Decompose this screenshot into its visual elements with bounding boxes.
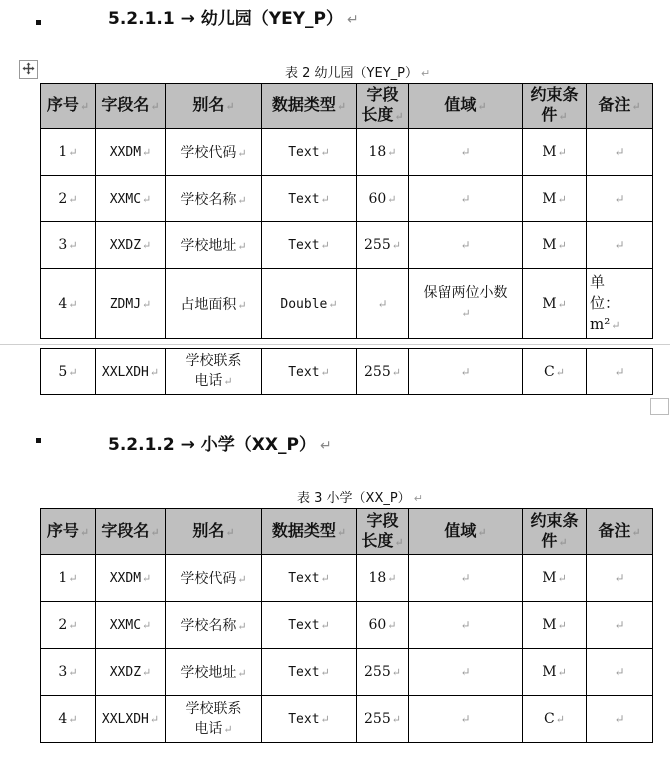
cell-type[interactable]: Text↵ <box>262 602 357 649</box>
header-type: 数据类型↵ <box>262 509 357 555</box>
cell-note[interactable]: ↵ <box>587 602 653 649</box>
cell-note[interactable]: ↵ <box>587 129 653 176</box>
cell-no[interactable]: 2↵ <box>41 176 96 222</box>
cell-length[interactable]: 18↵ <box>357 555 409 602</box>
section-heading-1-text: 5.2.1.1 → 幼儿园（YEY_P） <box>108 9 343 29</box>
cell-alias[interactable]: 学校代码↵ <box>166 555 262 602</box>
cell-domain[interactable]: ↵ <box>409 602 523 649</box>
cell-alias[interactable]: 学校代码↵ <box>166 129 262 176</box>
header-length: 字段长度↵ <box>357 84 409 129</box>
cell-field[interactable]: XXDM↵ <box>96 129 166 176</box>
header-type: 数据类型↵ <box>262 84 357 129</box>
table-row <box>41 602 653 649</box>
cell-field[interactable]: XXMC↵ <box>96 176 166 222</box>
table-row <box>41 269 653 339</box>
cell-type[interactable]: Text↵ <box>262 176 357 222</box>
cell-type[interactable]: Text↵ <box>262 129 357 176</box>
header-constraint: 约束条件↵ <box>523 509 587 555</box>
cell-alias[interactable]: 学校联系电话↵ <box>166 349 262 395</box>
header-constraint: 约束条件↵ <box>523 84 587 129</box>
cell-type[interactable]: Text↵ <box>262 349 357 395</box>
cell-alias[interactable]: 学校联系电话↵ <box>166 696 262 743</box>
table-row <box>41 349 653 395</box>
header-alias: 别名↵ <box>166 509 262 555</box>
cell-constraint[interactable]: M↵ <box>523 602 587 649</box>
cell-alias[interactable]: 学校名称↵ <box>166 176 262 222</box>
cell-note[interactable]: ↵ <box>587 176 653 222</box>
cell-field[interactable]: ZDMJ↵ <box>96 269 166 339</box>
header-no: 序号↵ <box>41 509 96 555</box>
cell-note[interactable]: 单位：m²↵ <box>587 269 653 339</box>
header-length: 字段长度↵ <box>357 509 409 555</box>
paragraph-mark: ↵ <box>420 67 431 80</box>
section-heading-2-text: 5.2.1.2 → 小学（XX_P） <box>108 435 316 455</box>
cell-note[interactable]: ↵ <box>587 349 653 395</box>
cell-type[interactable]: Text↵ <box>262 696 357 743</box>
cell-no[interactable]: 2↵ <box>41 602 96 649</box>
section-heading-1 <box>108 4 359 29</box>
cell-no[interactable]: 3↵ <box>41 222 96 269</box>
header-domain: 值域↵ <box>409 84 523 129</box>
cell-no[interactable]: 4↵ <box>41 269 96 339</box>
cell-field[interactable]: XXDZ↵ <box>96 222 166 269</box>
cell-constraint[interactable]: M↵ <box>523 176 587 222</box>
cell-alias[interactable]: 学校地址↵ <box>166 649 262 696</box>
header-field: 字段名↵ <box>96 84 166 129</box>
cell-note[interactable]: ↵ <box>587 696 653 743</box>
cell-length[interactable]: 255↵ <box>357 349 409 395</box>
cell-no[interactable]: 1↵ <box>41 555 96 602</box>
cell-domain[interactable]: ↵ <box>409 696 523 743</box>
field-table-2 <box>40 508 653 743</box>
page-boundary-line <box>0 344 670 345</box>
cell-length[interactable]: ↵ <box>357 269 409 339</box>
cell-constraint[interactable]: C↵ <box>523 349 587 395</box>
cell-domain[interactable]: ↵ <box>409 349 523 395</box>
header-field: 字段名↵ <box>96 509 166 555</box>
cell-no[interactable]: 1↵ <box>41 129 96 176</box>
table-row <box>41 129 653 176</box>
paragraph-mark: ↵ <box>346 12 359 28</box>
cell-note[interactable]: ↵ <box>587 222 653 269</box>
cell-constraint[interactable]: M↵ <box>523 269 587 339</box>
table-caption-2-text: 表 3 小学（XX_P） <box>297 491 411 506</box>
heading-bullet <box>36 438 41 443</box>
cell-length[interactable]: 18↵ <box>357 129 409 176</box>
header-note: 备注↵ <box>587 509 653 555</box>
table-caption-2 <box>297 487 423 506</box>
table-row <box>41 649 653 696</box>
cell-field[interactable]: XXLXDH↵ <box>96 349 166 395</box>
cell-constraint[interactable]: M↵ <box>523 222 587 269</box>
cell-domain[interactable]: ↵ <box>409 176 523 222</box>
cell-field[interactable]: XXMC↵ <box>96 602 166 649</box>
table-caption-1-text: 表 2 幼儿园（YEY_P） <box>285 66 418 81</box>
table-caption-1 <box>285 62 430 81</box>
table-row <box>41 696 653 743</box>
cell-no[interactable]: 4↵ <box>41 696 96 743</box>
cell-field[interactable]: XXDZ↵ <box>96 649 166 696</box>
cell-type[interactable]: Double↵ <box>262 269 357 339</box>
table-row <box>41 222 653 269</box>
cell-length[interactable]: 255↵ <box>357 696 409 743</box>
section-heading-2 <box>108 430 332 455</box>
cell-length[interactable]: 255↵ <box>357 649 409 696</box>
header-note: 备注↵ <box>587 84 653 129</box>
table-resize-handle[interactable] <box>650 398 669 415</box>
table-row <box>41 555 653 602</box>
cell-length[interactable]: 255↵ <box>357 222 409 269</box>
field-table-1 <box>40 83 653 395</box>
cell-no[interactable]: 5↵ <box>41 349 96 395</box>
paragraph-mark: ↵ <box>319 438 332 454</box>
cell-alias[interactable]: 占地面积↵ <box>166 269 262 339</box>
cell-type[interactable]: Text↵ <box>262 555 357 602</box>
cell-note[interactable]: ↵ <box>587 649 653 696</box>
cell-field[interactable]: XXDM↵ <box>96 555 166 602</box>
cell-domain[interactable]: 保留两位小数↵ <box>409 269 523 339</box>
cell-alias[interactable]: 学校地址↵ <box>166 222 262 269</box>
heading-bullet <box>36 20 41 25</box>
cell-note[interactable]: ↵ <box>587 555 653 602</box>
table-header-row <box>41 509 653 555</box>
table-move-handle[interactable] <box>19 60 38 79</box>
cell-length[interactable]: 60↵ <box>357 602 409 649</box>
cell-type[interactable]: Text↵ <box>262 222 357 269</box>
header-alias: 别名↵ <box>166 84 262 129</box>
cell-no[interactable]: 3↵ <box>41 649 96 696</box>
cell-domain[interactable]: ↵ <box>409 222 523 269</box>
table-header-row <box>41 84 653 129</box>
cell-alias[interactable]: 学校名称↵ <box>166 602 262 649</box>
cell-type[interactable]: Text↵ <box>262 649 357 696</box>
paragraph-mark: ↵ <box>413 492 423 505</box>
move-icon <box>22 60 35 79</box>
cell-constraint[interactable]: M↵ <box>523 555 587 602</box>
cell-domain[interactable]: ↵ <box>409 555 523 602</box>
cell-constraint[interactable]: M↵ <box>523 129 587 176</box>
cell-constraint[interactable]: M↵ <box>523 649 587 696</box>
cell-length[interactable]: 60↵ <box>357 176 409 222</box>
cell-domain[interactable]: ↵ <box>409 649 523 696</box>
header-domain: 值域↵ <box>409 509 523 555</box>
cell-domain[interactable]: ↵ <box>409 129 523 176</box>
cell-constraint[interactable]: C↵ <box>523 696 587 743</box>
table-row <box>41 176 653 222</box>
cell-field[interactable]: XXLXDH↵ <box>96 696 166 743</box>
header-no: 序号↵ <box>41 84 96 129</box>
